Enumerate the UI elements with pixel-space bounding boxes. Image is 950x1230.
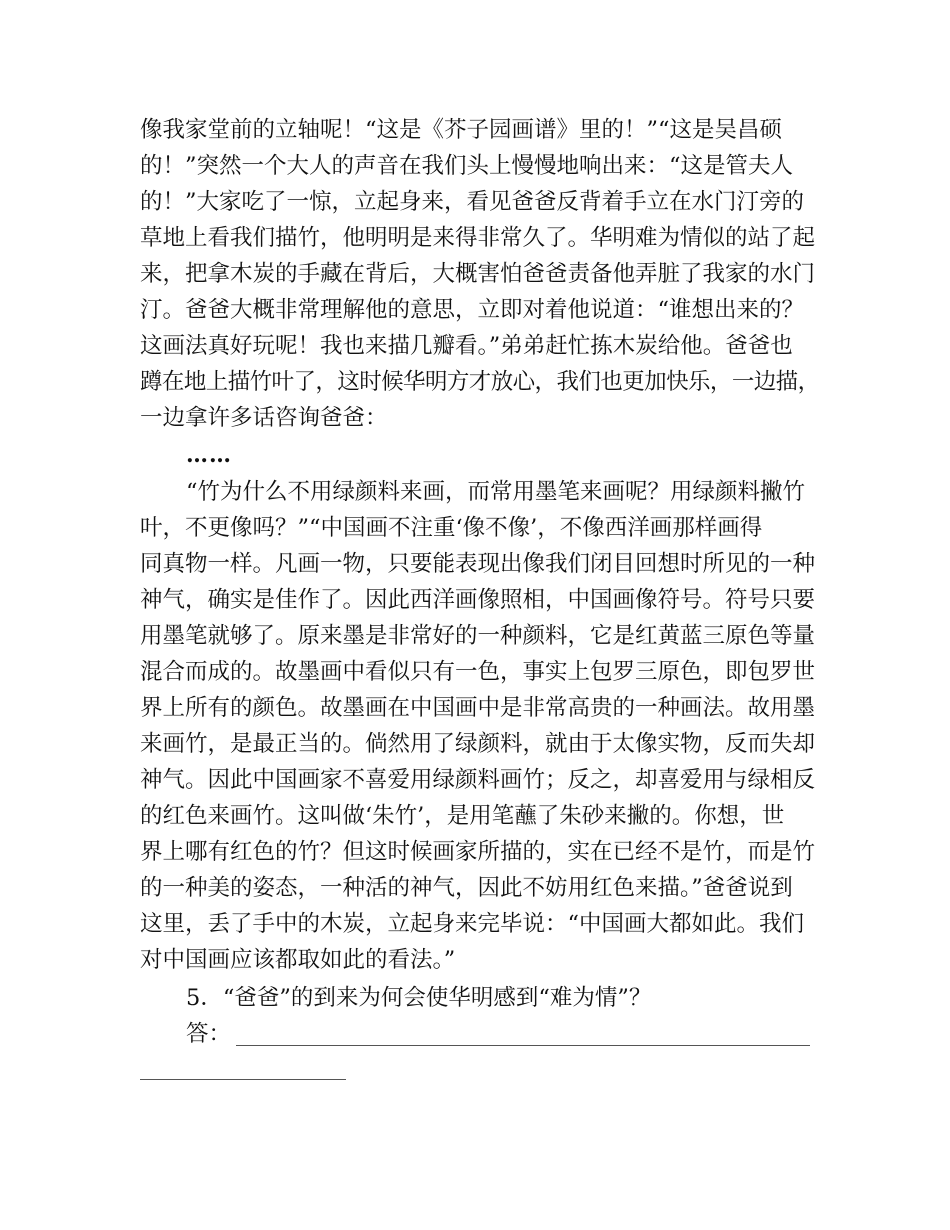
text-line: 这画法真好玩呢！我也来描几瓣看。”弟弟赶忙拣木炭给他。爸爸也 — [140, 333, 793, 359]
answer-label: 答： — [186, 1021, 232, 1047]
ellipsis: …… — [186, 442, 232, 468]
answer-blank-line[interactable] — [236, 1045, 810, 1046]
text-line: 神气，确实是佳作了。因此西洋画像照相，中国画像符号。符号只要 — [140, 587, 816, 613]
text-line: 一边拿许多话咨询爸爸： — [140, 405, 388, 431]
text-line: 混合而成的。故墨画中看似只有一色，事实上包罗三原色，即包罗世 — [140, 659, 816, 685]
text-line: 草地上看我们描竹，他明明是来得非常久了。华明难为情似的站了起 — [140, 225, 816, 251]
question-5: 5．“爸爸”的到来为何会使华明感到“难为情”？ — [186, 985, 652, 1011]
text-line: 的一种美的姿态，一种活的神气，因此不妨用红色来描。”爸爸说到 — [140, 875, 793, 901]
text-line: 像我家堂前的立轴呢！“这是《芥子园画谱》里的！”“这是吴昌硕 — [140, 117, 783, 143]
text-line: 蹲在地上描竹叶了，这时候华明方才放心，我们也更加快乐，一边描， — [140, 369, 820, 395]
text-line: “竹为什么不用绿颜料来画，而常用墨笔来画呢？用绿颜料撇竹 — [186, 479, 806, 505]
text-line: 神气。因此中国画家不喜爱用绿颜料画竹；反之，却喜爱用与绿相反 — [140, 767, 816, 793]
text-line: 的！”突然一个大人的声音在我们头上慢慢地响出来：“这是管夫人 — [140, 153, 794, 179]
text-line: 汀。爸爸大概非常理解他的意思，立即对着他说道：“谁想出来的？ — [140, 297, 805, 323]
text-line: 同真物一样。凡画一物，只要能表现出像我们闭目回想时所见的一种 — [140, 551, 816, 577]
text-line: 用墨笔就够了。原来墨是非常好的一种颜料，它是红黄蓝三原色等量 — [140, 623, 816, 649]
text-line: 叶，不更像吗？”“中国画不注重‘像不像’，不像西洋画那样画得 — [140, 515, 763, 541]
text-line: 对中国画应该都取如此的看法。” — [140, 947, 456, 973]
text-line: 界上哪有红色的竹？但这时候画家所描的，实在已经不是竹，而是竹 — [140, 839, 816, 865]
text-line: 界上所有的颜色。故墨画在中国画中是非常高贵的一种画法。故用墨 — [140, 695, 816, 721]
text-line: 的红色来画竹。这叫做‘朱竹’，是用笔蘸了朱砂来撇的。你想，世 — [140, 803, 785, 829]
text-line: 来，把拿木炭的手藏在背后，大概害怕爸爸责备他弄脏了我家的水门 — [140, 261, 816, 287]
text-line: 来画竹，是最正当的。倘然用了绿颜料，就由于太像实物，反而失却 — [140, 731, 816, 757]
text-line: 这里，丢了手中的木炭，立起身来完毕说：“中国画大都如此。我们 — [140, 911, 805, 937]
text-line: 的！”大家吃了一惊，立起身来，看见爸爸反背着手立在水门汀旁的 — [140, 189, 805, 215]
answer-blank-line-continued[interactable] — [140, 1079, 346, 1080]
